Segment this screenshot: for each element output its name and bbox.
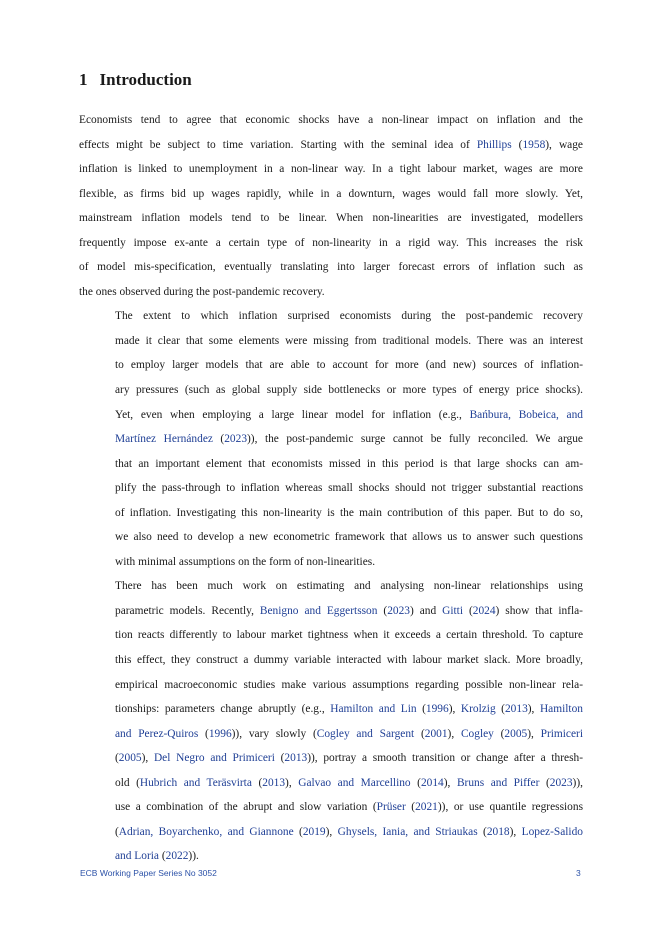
text-line — [79, 133, 583, 158]
text-segment: ( — [405, 801, 416, 814]
citation-link[interactable]: Bańbura, Bobeica, and — [469, 408, 583, 421]
paragraph-2 — [79, 304, 583, 574]
text-segment: ( — [115, 752, 119, 765]
paragraph-1 — [79, 108, 583, 304]
citation-link[interactable]: Primiceri — [540, 727, 583, 740]
citation-link[interactable]: Hubrich and Teräsvirta — [139, 776, 252, 789]
text-line — [79, 795, 583, 820]
text-segment: ( — [198, 727, 209, 740]
text-segment: ), — [509, 825, 522, 838]
text-line — [79, 525, 583, 550]
text-line — [79, 648, 583, 673]
citation-link[interactable]: Galvao and Marcellino — [298, 776, 411, 789]
body-text — [79, 108, 583, 869]
text-segment: ( — [414, 727, 425, 740]
text-segment: ( — [493, 727, 505, 740]
citation-link[interactable]: 1996 — [208, 727, 232, 740]
text-segment: ( — [539, 776, 550, 789]
text-segment: made it clear that some elements were missing from traditional models. There was an interest — [115, 334, 583, 347]
text-segment: ) and — [409, 604, 443, 617]
text-segment: this effect, they construct a dummy variable interacted with labour market slack. More broadly, — [115, 654, 583, 667]
text-segment: ), wage — [545, 138, 583, 151]
footer-series: ECB Working Paper Series No 3052 — [80, 868, 217, 878]
text-segment: parametric models. Recently, — [115, 604, 260, 617]
text-segment: ary pressures (such as global supply side bottlenecks or more types of energy price shocks). — [115, 384, 583, 397]
citation-link[interactable]: 2023 — [387, 604, 410, 617]
citation-link[interactable]: Gitti — [442, 604, 464, 617]
text-segment: empirical macroeconomic studies make various assumptions regarding possible non-linear rela- — [115, 678, 583, 691]
citation-link[interactable]: Cogley — [460, 727, 494, 740]
citation-link[interactable]: Cogley and Sargent — [316, 727, 415, 740]
citation-link[interactable]: Benigno and Eggertsson — [259, 604, 378, 617]
text-line — [79, 206, 583, 231]
citation-link[interactable]: 2021 — [415, 801, 438, 814]
citation-link[interactable]: 2001 — [424, 727, 448, 740]
text-segment: ( — [495, 703, 505, 716]
text-line — [79, 255, 583, 280]
text-segment: The extent to which inflation surprised economists during the post-pandemic recovery — [115, 310, 583, 323]
section-title: Introduction — [99, 70, 192, 89]
citation-link[interactable]: and Loria — [115, 850, 159, 863]
text-line — [79, 427, 583, 452]
text-line — [79, 182, 583, 207]
text-segment: of inflation. Investigating this non-linearity is the main contribution of this paper. But to do so, — [115, 506, 583, 519]
section-heading — [79, 70, 192, 90]
citation-link[interactable]: 2013 — [284, 752, 308, 765]
text-line — [79, 403, 583, 428]
citation-link[interactable]: Prüser — [376, 801, 406, 814]
text-line — [79, 304, 583, 329]
text-segment: )), vary slowly ( — [231, 727, 317, 740]
text-segment: ( — [410, 776, 421, 789]
text-line — [79, 574, 583, 599]
text-line — [79, 599, 583, 624]
text-segment: ( — [251, 776, 263, 789]
text-segment: the ones observed during the post-pandemic recovery. — [79, 285, 325, 298]
text-line — [79, 476, 583, 501]
text-segment: ( — [377, 604, 388, 617]
text-line — [79, 452, 583, 477]
citation-link[interactable]: 2005 — [118, 752, 142, 765]
text-line — [79, 280, 583, 305]
citation-link[interactable]: 2022 — [165, 850, 189, 863]
text-line — [79, 746, 583, 771]
text-segment: ), — [443, 776, 457, 789]
text-line — [79, 353, 583, 378]
text-segment: )), the post-pandemic surge cannot be fully reconciled. We argue — [247, 433, 583, 446]
citation-link[interactable]: Hamilton and Lin — [330, 703, 417, 716]
citation-link[interactable]: and Perez-Quiros — [115, 727, 199, 740]
text-segment: Economists tend to agree that economic shocks have a non-linear impact on inflation and the — [79, 114, 583, 126]
text-segment: ), — [448, 703, 461, 716]
text-segment: )). — [188, 850, 199, 863]
citation-link[interactable]: Phillips — [476, 138, 512, 151]
citation-link[interactable]: Martínez Hernández — [115, 433, 213, 446]
text-segment: old ( — [115, 776, 140, 789]
text-segment: mainstream inflation models tend to be linear. When non-linearities are investigated, modellers — [79, 212, 583, 225]
text-segment: )), or use quantile regressions — [437, 801, 583, 814]
text-segment: ( — [416, 703, 426, 716]
citation-link[interactable]: Hamilton — [539, 703, 583, 716]
citation-link[interactable]: 2018 — [486, 825, 510, 838]
citation-link[interactable]: 2023 — [224, 433, 248, 446]
text-line — [79, 623, 583, 648]
text-segment: effects might be subject to time variation. Starting with the seminal idea of — [79, 138, 477, 151]
text-segment: frequently impose ex-ante a certain type of non-linearity in a rigid way. This increases the risk — [79, 236, 583, 249]
text-line — [79, 501, 583, 526]
text-segment: flexible, as firms bid up wages rapidly, while in a downturn, wages would fall more slowly. Yet, — [79, 187, 583, 200]
text-line — [79, 820, 583, 845]
citation-link[interactable]: Ghysels, Iania, and Striaukas — [337, 825, 478, 838]
text-segment: ( — [293, 825, 303, 838]
citation-link[interactable]: Del Negro and Primiceri — [153, 752, 275, 765]
citation-link[interactable]: 2005 — [504, 727, 528, 740]
text-segment: ( — [511, 138, 523, 151]
text-segment: ( — [477, 825, 487, 838]
citation-link[interactable]: 2024 — [472, 604, 496, 617]
text-segment: ), — [285, 776, 299, 789]
text-line — [79, 378, 583, 403]
text-segment: ), — [141, 752, 154, 765]
text-segment: ), — [527, 703, 540, 716]
text-segment: ( — [158, 850, 166, 863]
citation-link[interactable]: 2013 — [504, 703, 528, 716]
text-segment: )), — [572, 776, 583, 789]
text-segment: ), — [527, 727, 541, 740]
text-segment: with minimal assumptions on the form of non-linearities. — [115, 555, 376, 568]
citation-link[interactable]: 1958 — [522, 138, 546, 151]
text-segment: to employ larger models that are able to account for more (and new) sources of inflation- — [115, 359, 583, 372]
text-segment: )), portray a smooth transition or change after a thresh- — [307, 752, 583, 765]
text-line — [79, 157, 583, 182]
text-segment: that an important element that economists missed in this period is that large shocks can am- — [115, 457, 583, 470]
citation-link[interactable]: Adrian, Boyarchenko, and Giannone — [118, 825, 294, 838]
text-segment: ), — [325, 825, 338, 838]
text-segment: There has been much work on estimating and analysing non-linear relationships using — [115, 580, 583, 593]
text-line — [79, 108, 583, 133]
citation-link[interactable]: 2019 — [302, 825, 326, 838]
text-segment: ( — [212, 433, 225, 446]
text-segment: inflation is linked to unemployment in a non-linear way. In a tight labour market, wages are more — [79, 163, 583, 176]
footer-page-number: 3 — [576, 868, 581, 878]
text-line — [79, 673, 583, 698]
citation-link[interactable]: Lopez-Salido — [521, 825, 583, 838]
citation-link[interactable]: 2023 — [549, 776, 573, 789]
text-segment: ( — [463, 604, 473, 617]
text-line — [79, 231, 583, 256]
text-line — [79, 697, 583, 722]
citation-link[interactable]: 1996 — [425, 703, 449, 716]
text-segment: ( — [115, 825, 119, 838]
text-segment: ) show that infla- — [495, 604, 583, 617]
citation-link[interactable]: 2013 — [262, 776, 286, 789]
text-segment: of model mis-specification, eventually translating into larger forecast errors of inflation such as — [79, 261, 583, 274]
text-segment: we also need to develop a new econometric framework that allows us to answer such questions — [115, 531, 583, 544]
citation-link[interactable]: 2014 — [420, 776, 444, 789]
text-line — [79, 550, 583, 575]
paragraph-3 — [79, 574, 583, 869]
text-line — [79, 771, 583, 796]
text-line — [79, 722, 583, 747]
text-segment: tionships: parameters change abruptly (e.g., — [115, 703, 331, 716]
text-segment: tion reacts differently to labour market tightness when it exceeds a certain threshold. To capture — [115, 629, 583, 642]
text-segment: plify the pass-through to inflation whereas small shocks should not trigger substantial reactions — [115, 482, 583, 495]
text-segment: Yet, even when employing a large linear model for inflation (e.g., — [115, 408, 470, 421]
text-segment: use a combination of the abrupt and slow variation ( — [115, 801, 377, 814]
citation-link[interactable]: Bruns and Piffer — [456, 776, 540, 789]
section-number: 1 — [79, 70, 88, 89]
text-line — [79, 844, 583, 869]
text-line — [79, 329, 583, 354]
text-segment: ( — [274, 752, 285, 765]
text-segment: ), — [447, 727, 461, 740]
citation-link[interactable]: Krolzig — [460, 703, 496, 716]
